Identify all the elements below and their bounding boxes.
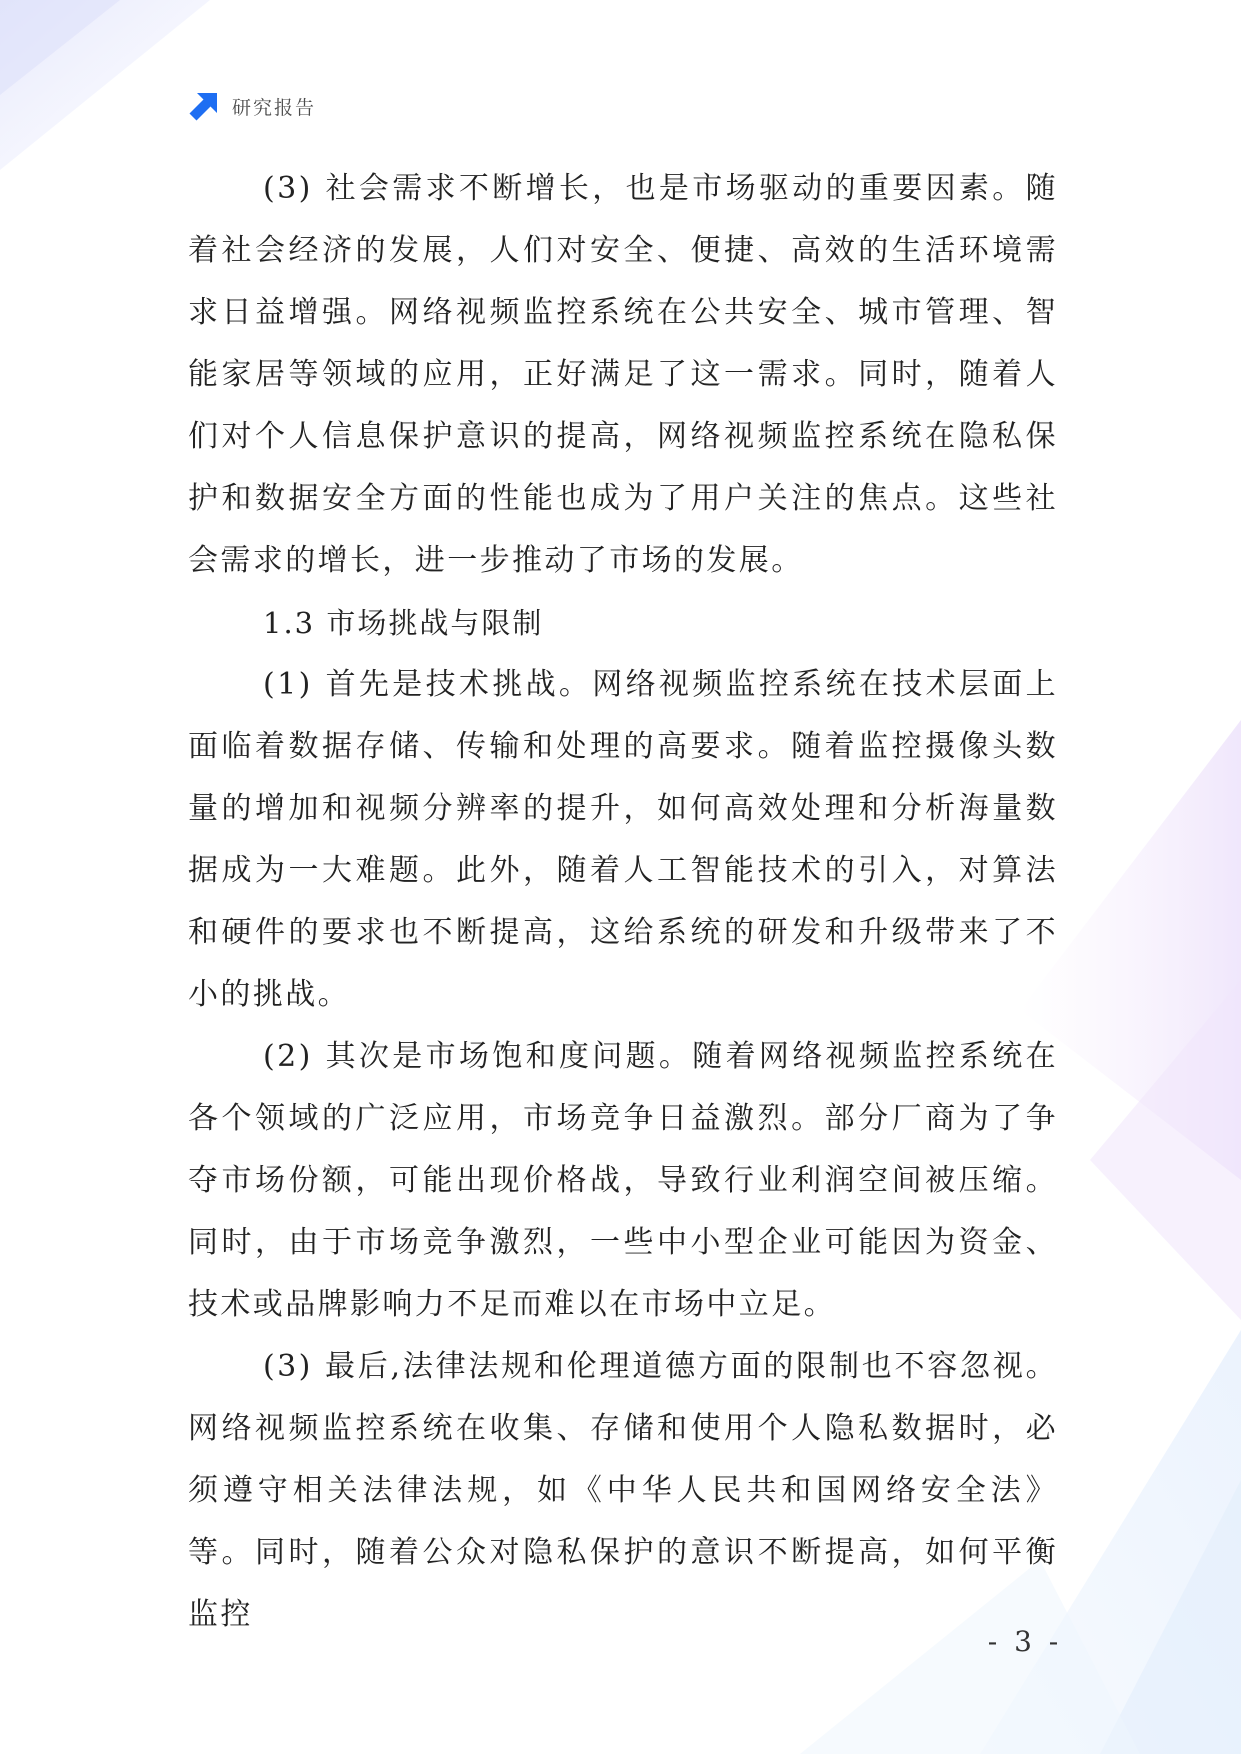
paragraph-legal-restrictions: (3) 最后,法律法规和伦理道德方面的限制也不容忽视。网络视频监控系统在收集、存储和使用个人隐私数据时，必须遵守相关法律法规，如《中华人民共和国网络安全法》等。同时，随着公众对隐私保护的意识不断提高，如何平衡监控 [188,1349,1058,1632]
document-body [188,158,1058,1646]
page-number: - 3 - [987,1625,1063,1658]
paragraph-technical-challenge: (1) 首先是技术挑战。网络视频监控系统在技术层面上面临着数据存储、传输和处理的高要求。随着监控摄像头数量的增加和视频分辨率的提升，如何高效处理和分析海量数据成为一大难题。此外，随着人工智能技术的引入，对算法和硬件的要求也不断提高，这给系统的研发和升级带来了不小的挑战。 [188,667,1058,1012]
report-header [188,90,316,122]
arrow-up-right-icon [188,90,220,122]
paragraph-social-demand: (3) 社会需求不断增长，也是市场驱动的重要因素。随着社会经济的发展，人们对安全、便捷、高效的生活环境需求日益增强。网络视频监控系统在公共安全、城市管理、智能家居等领域的应用，正好满足了这一需求。同时，随着人们对个人信息保护意识的提高，网络视频监控系统在隐私保护和数据安全方面的性能也成为了用户关注的焦点。这些社会需求的增长，进一步推动了市场的发展。 [188,171,1058,578]
header-label: 研究报告 [232,96,317,119]
section-heading: 1.3 市场挑战与限制 [263,606,544,640]
paragraph-market-saturation: (2) 其次是市场饱和度问题。随着网络视频监控系统在各个领域的广泛应用，市场竞争日益激烈。部分厂商为了争夺市场份额，可能出现价格战，导致行业利润空间被压缩。同时，由于市场竞争激烈，一些中小型企业可能因为资金、技术或品牌影响力不足而难以在市场中立足。 [188,1039,1058,1322]
